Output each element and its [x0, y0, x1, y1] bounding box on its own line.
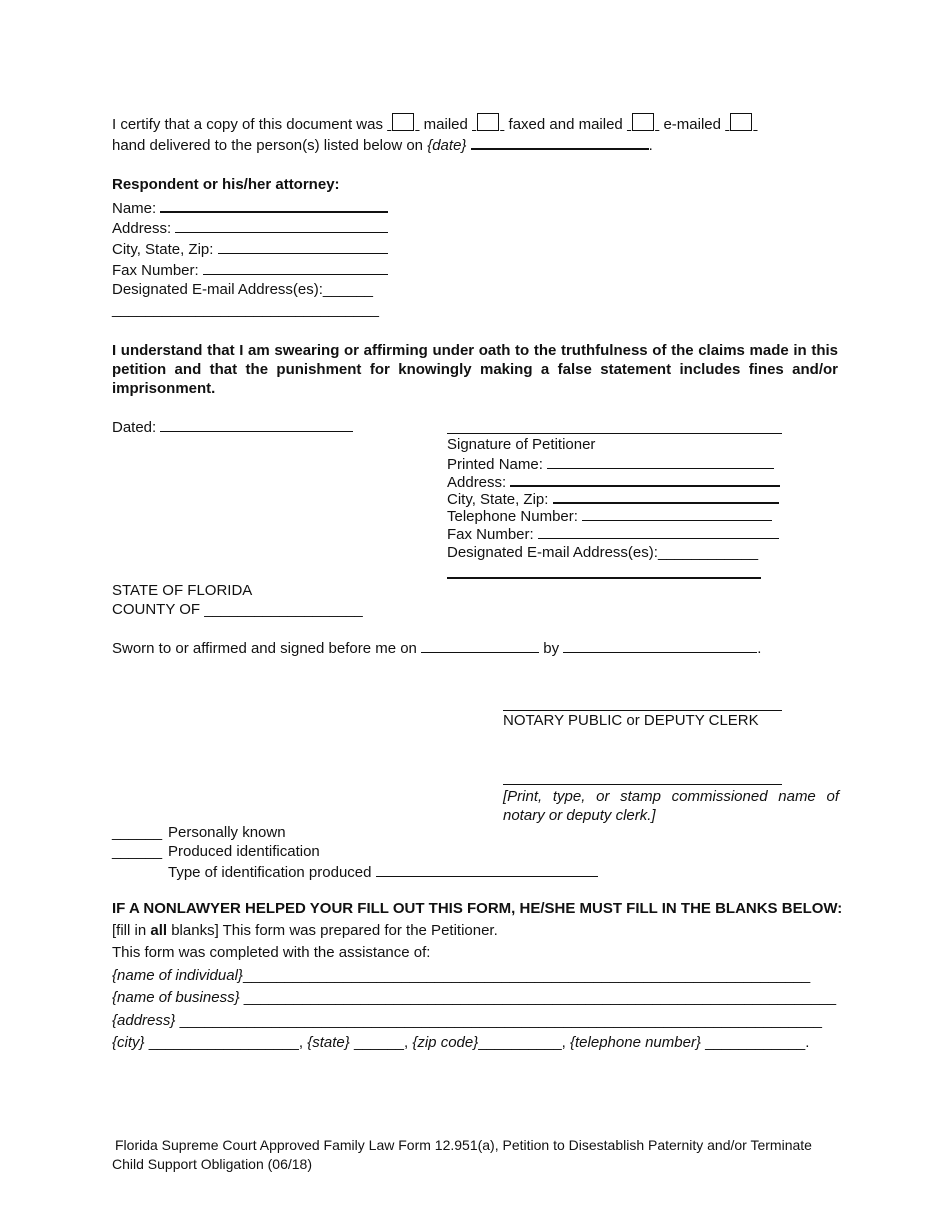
name-of-business-row [112, 989, 836, 1006]
petitioner-printed-name-label: Printed Name: [447, 456, 543, 473]
name-of-individual-row [112, 967, 810, 984]
name-of-individual-label: {name of individual} [112, 967, 243, 984]
address-row [112, 1012, 822, 1029]
zip-label: {zip code} [412, 1034, 479, 1051]
sworn-by-field[interactable] [563, 638, 757, 653]
faxed-mailed-checkbox[interactable] [477, 113, 499, 131]
respondent-city-label: City, State, Zip: [112, 241, 214, 258]
petitioner-email-row [447, 544, 758, 561]
respondent-email-continuation: ________________________________ [112, 301, 379, 318]
petitioner-fax-field[interactable] [538, 524, 779, 539]
certify-date-field[interactable] [471, 134, 649, 150]
petitioner-email-blank[interactable]: ____________ [657, 544, 759, 561]
petitioner-city-field[interactable] [553, 488, 779, 504]
state-field[interactable]: ______, [353, 1034, 409, 1051]
address-label: {address} [112, 1012, 176, 1029]
date-placeholder: {date} [427, 137, 467, 154]
respondent-name-label: Name: [112, 200, 157, 217]
name-of-business-field[interactable]: _______________________________________________________________________ [243, 989, 837, 1006]
faxed-mailed-label: faxed and mailed [508, 116, 623, 133]
petitioner-telephone-field[interactable] [582, 506, 772, 521]
mailed-checkbox[interactable] [392, 113, 414, 131]
respondent-heading: Respondent or his/her attorney: [112, 176, 340, 193]
fill-in-all-instruction: [fill in all blanks] This form was prepared for the Petitioner. [112, 922, 498, 939]
petitioner-city-label: City, State, Zip: [447, 491, 549, 508]
petitioner-signature-label: Signature of Petitioner [447, 436, 596, 453]
notary-signature-line[interactable] [503, 710, 782, 711]
identification-type-label: Type of identification produced [168, 864, 372, 881]
respondent-name-row [112, 197, 388, 217]
respondent-city-field[interactable] [218, 239, 388, 254]
city-label: {city} [112, 1034, 145, 1051]
respondent-name-field[interactable] [160, 197, 388, 213]
name-of-business-label: {name of business} [112, 989, 240, 1006]
petitioner-city-row [447, 488, 779, 508]
oath-statement: I understand that I am swearing or affirming under oath to the truthfulness of the claims made in this petition and that the punishment for knowingly making a false statement includes fines and/or imprisonment. [112, 342, 838, 397]
hand-delivered-checkbox[interactable] [730, 113, 752, 131]
address-field[interactable]: _____________________________________________________________________________ [179, 1012, 822, 1029]
footer-line-2: Child Support Obligation (06/18) [112, 1156, 313, 1172]
petitioner-printed-name-field[interactable] [547, 454, 774, 469]
petitioner-fax-label: Fax Number: [447, 526, 534, 543]
respondent-address-row [112, 218, 388, 237]
notary-title: NOTARY PUBLIC or DEPUTY CLERK [503, 712, 759, 729]
sworn-by: by [543, 640, 560, 657]
identification-type-field[interactable] [376, 862, 598, 877]
personally-known-label: Personally known [168, 824, 286, 841]
assistance-line: This form was completed with the assistance of: [112, 944, 431, 961]
respondent-address-field[interactable] [175, 218, 388, 233]
identification-type-row [168, 862, 598, 881]
notary-print-note: [Print, type, or stamp commissioned name of notary or deputy clerk.] [503, 788, 839, 824]
certify-prefix: I certify that a copy of this document was [112, 116, 383, 133]
emailed-checkbox[interactable] [632, 113, 654, 131]
petitioner-email-label: Designated E-mail Address(es): [447, 544, 658, 561]
petitioner-address-label: Address: [447, 474, 507, 491]
certify-line2-prefix: hand delivered to the person(s) listed below on [112, 137, 424, 154]
sworn-prefix: Sworn to or affirmed and signed before me on [112, 640, 417, 657]
footer-line-1: Florida Supreme Court Approved Family Law Form 12.951(a), Petition to Disestablish Paternity and/or Terminate [115, 1137, 812, 1153]
certify-line-1 [112, 113, 758, 133]
zip-field[interactable]: __________, [478, 1034, 566, 1051]
nonlawyer-heading: IF A NONLAWYER HELPED YOUR FILL OUT THIS FORM, HE/SHE MUST FILL IN THE BLANKS BELOW: [112, 900, 843, 917]
petitioner-telephone-row [447, 506, 772, 525]
city-field[interactable]: __________________, [148, 1034, 304, 1051]
produced-identification-label: Produced identification [168, 843, 320, 860]
personally-known-blank[interactable]: ______ [112, 824, 163, 841]
produced-identification-row [112, 843, 320, 860]
petitioner-signature-line[interactable] [447, 433, 782, 434]
respondent-fax-label: Fax Number: [112, 262, 199, 279]
name-of-individual-field[interactable]: ____________________________________________________________________ [242, 967, 811, 984]
state-line: STATE OF FLORIDA [112, 582, 253, 599]
respondent-email-label: Designated E-mail Address(es):______ [112, 281, 373, 298]
telephone-label: {telephone number} [570, 1034, 701, 1051]
petitioner-address-field[interactable] [510, 471, 780, 487]
petitioner-email-continuation-line[interactable] [447, 577, 761, 579]
respondent-fax-field[interactable] [203, 260, 388, 275]
petitioner-telephone-label: Telephone Number: [447, 508, 578, 525]
notary-name-line[interactable] [503, 784, 782, 785]
petitioner-fax-row [447, 524, 779, 543]
sworn-date-field[interactable] [421, 638, 539, 653]
produced-identification-blank[interactable]: ______ [112, 843, 163, 860]
personally-known-row [112, 824, 286, 841]
dated-field[interactable] [160, 417, 353, 432]
certify-line-2: hand delivered to the person(s) listed below on {date} . [112, 134, 653, 154]
respondent-fax-row [112, 260, 388, 279]
county-line: COUNTY OF ___________________ [112, 601, 363, 618]
dated-label: Dated: [112, 419, 157, 436]
sworn-row: Sworn to or affirmed and signed before me on by . [112, 640, 762, 657]
respondent-address-label: Address: [112, 220, 172, 237]
city-state-zip-phone-row [112, 1034, 809, 1051]
mailed-label: mailed [423, 116, 468, 133]
respondent-city-row [112, 239, 388, 258]
dated-row [112, 417, 353, 436]
emailed-label: e-mailed [663, 116, 721, 133]
telephone-field[interactable]: ____________. [705, 1034, 810, 1051]
state-label: {state} [307, 1034, 350, 1051]
